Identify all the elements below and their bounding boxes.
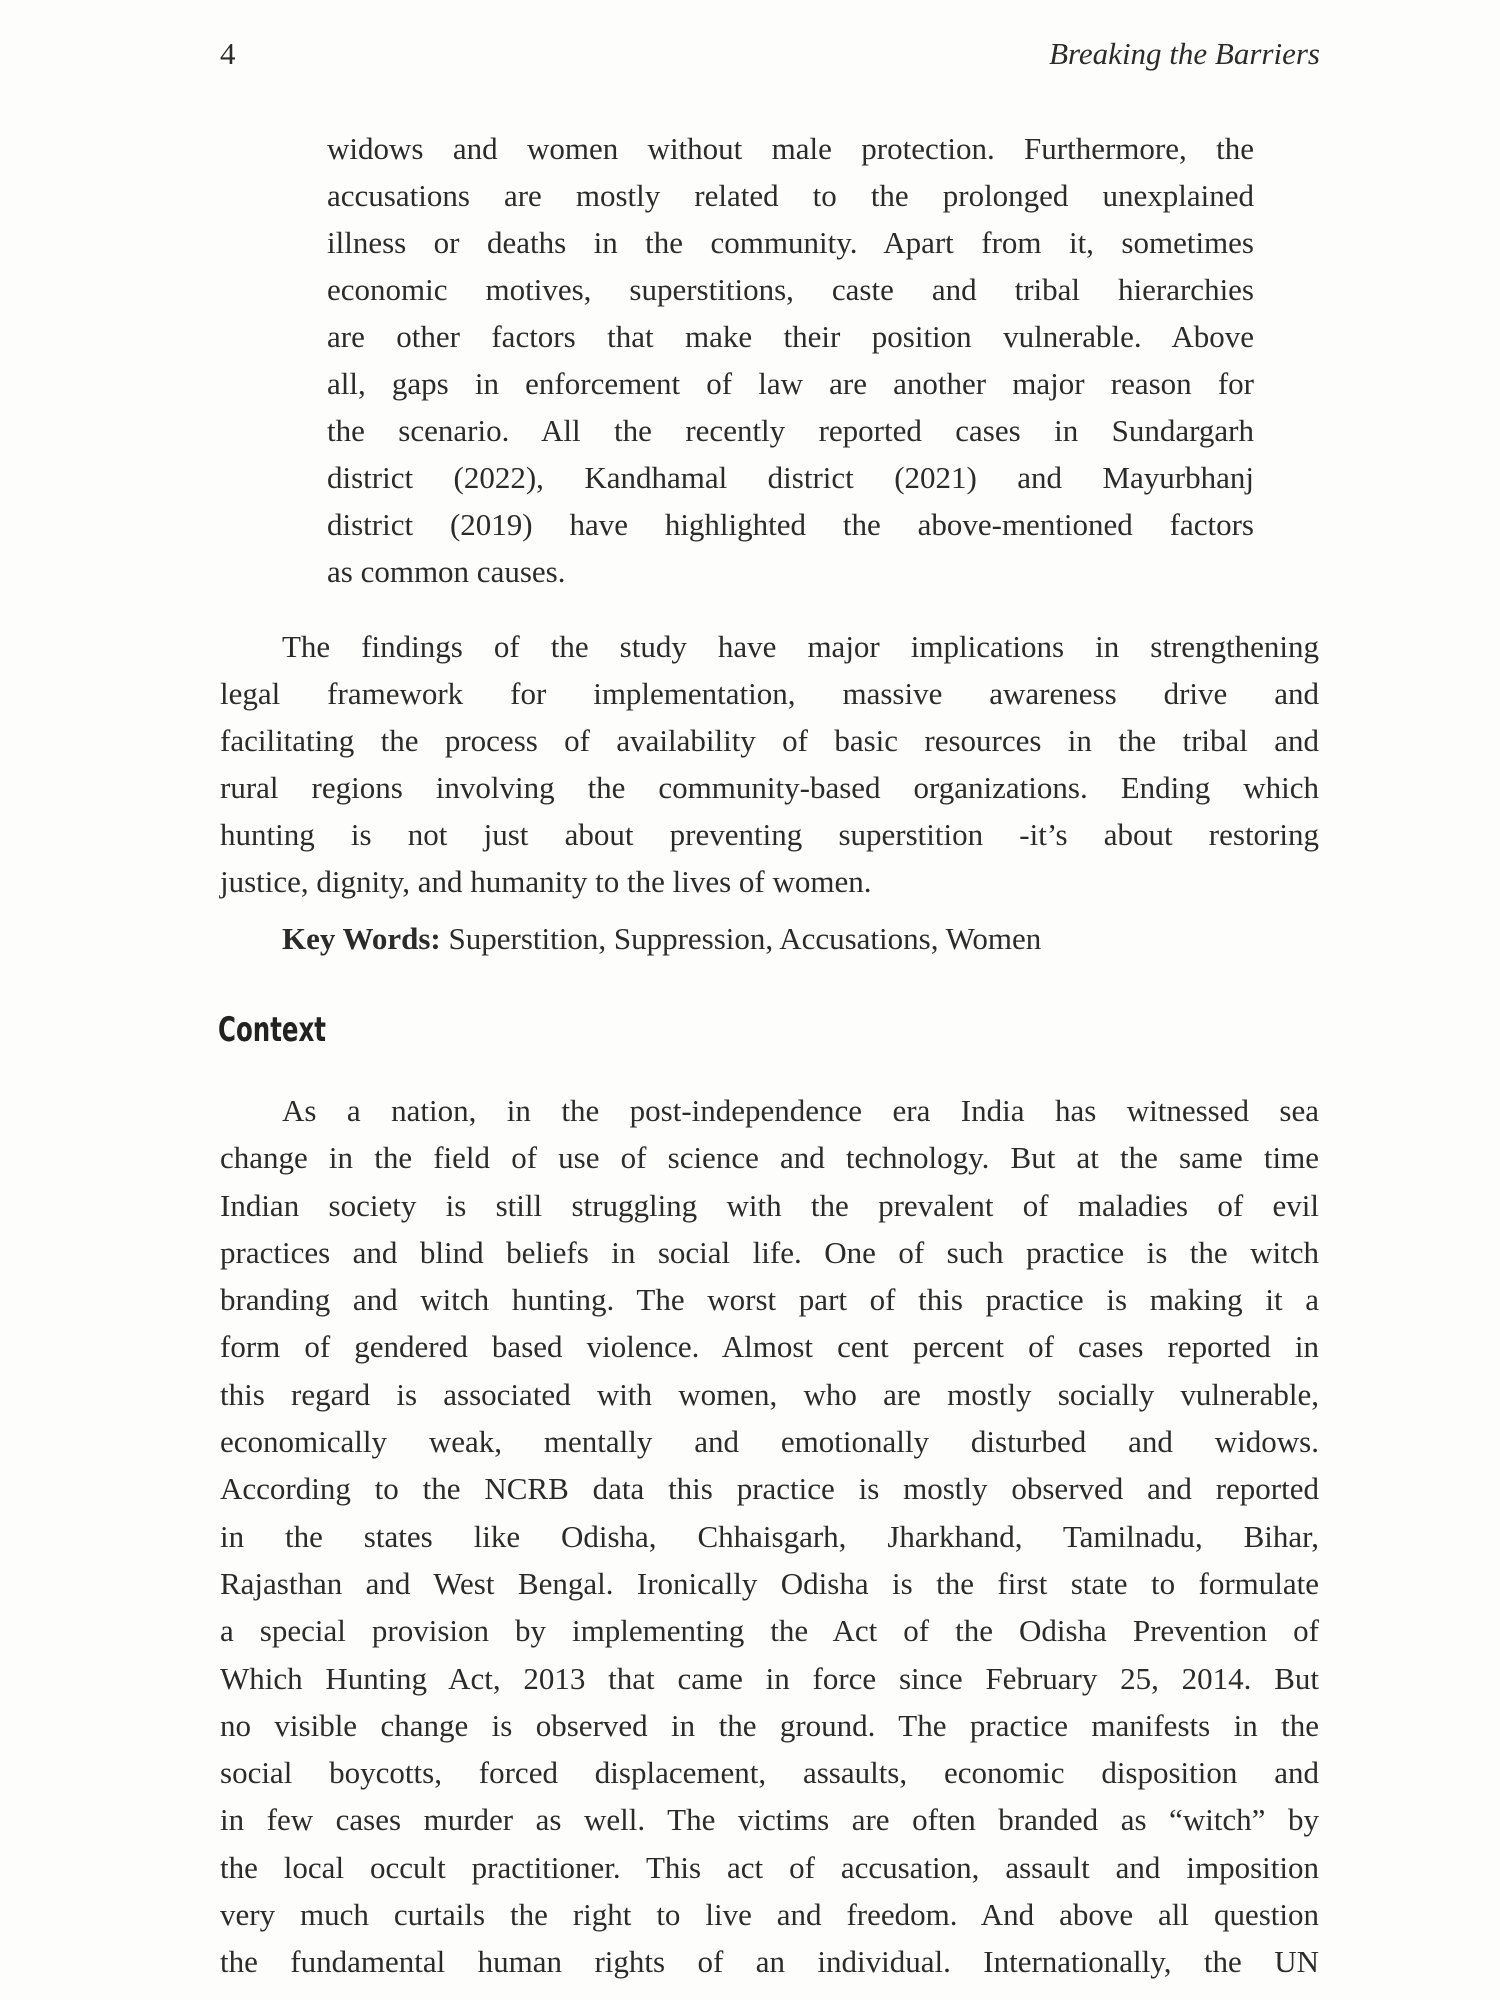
keywords-value: Superstition, Suppression, Accusations, Women [440,921,1042,956]
text-line: accusations are mostly related to the prolonged unexplained [327,178,1254,213]
text-line: The findings of the study have major implications in strengthening [282,629,1319,664]
text-line: As a nation, in the post-independence era India has witnessed sea [282,1093,1319,1128]
text-line: form of gendered based violence. Almost cent percent of cases reported in [220,1329,1319,1365]
findings-paragraph [220,623,1319,905]
text-line: district (2019) have highlighted the above-mentioned factors [327,507,1254,542]
text-line: facilitating the process of availability of basic resources in the tribal and [220,723,1319,758]
text-line: legal framework for implementation, massive awareness drive and [220,676,1319,711]
text-line: change in the field of use of science and technology. But at the same time [220,1140,1319,1176]
text-line: According to the NCRB data this practice is mostly observed and reported [220,1471,1319,1507]
text-line: district (2022), Kandhamal district (2021) and Mayurbhanj [327,460,1254,495]
text-line: the local occult practitioner. This act of accusation, assault and imposition [220,1849,1319,1885]
text-line: this regard is associated with women, who are mostly socially vulnerable, [220,1376,1319,1412]
text-line: rural regions involving the community-based organizations. Ending which [220,770,1319,805]
text-line: all, gaps in enforcement of law are another major reason for [327,366,1254,401]
text-line: Which Hunting Act, 2013 that came in force since February 25, 2014. But [220,1660,1319,1696]
text-line: economic motives, superstitions, caste and tribal hierarchies [327,272,1254,307]
text-line: illness or deaths in the community. Apart from it, sometimes [327,225,1254,260]
text-line: social boycotts, forced displacement, assaults, economic disposition and [220,1755,1319,1791]
keywords-label: Key Words: [282,921,441,956]
page-number: 4 [220,36,236,71]
text-line: the fundamental human rights of an individual. Internationally, the UN [220,1944,1319,1980]
text-line: in few cases murder as well. The victims are often branded as “witch” by [220,1802,1319,1838]
keywords-line [282,921,1041,957]
text-line: Indian society is still struggling with the prevalent of maladies of evil [220,1187,1319,1223]
section-heading-context: Context [218,1010,327,1050]
text-line: are other factors that make their position vulnerable. Above [327,319,1254,354]
text-line: a special provision by implementing the Act of the Odisha Prevention of [220,1613,1319,1649]
running-title: Breaking the Barriers [1049,36,1320,71]
text-line: in the states like Odisha, Chhaisgarh, Jharkhand, Tamilnadu, Bihar, [220,1518,1319,1554]
abstract-indented-block [327,125,1254,595]
context-paragraph [220,1087,1319,1986]
text-line: very much curtails the right to live and freedom. And above all question [220,1897,1319,1933]
text-line: economically weak, mentally and emotionally disturbed and widows. [220,1424,1319,1460]
text-line: no visible change is observed in the ground. The practice manifests in the [220,1707,1319,1743]
text-line: the scenario. All the recently reported cases in Sundargarh [327,413,1254,448]
text-line: branding and witch hunting. The worst part of this practice is making it a [220,1282,1319,1318]
text-line: practices and blind beliefs in social life. One of such practice is the witch [220,1234,1319,1270]
text-line: as common causes. [327,554,566,589]
text-line: hunting is not just about preventing superstition -it’s about restoring [220,817,1319,852]
text-line: widows and women without male protection. Furthermore, the [327,131,1254,166]
text-line: Rajasthan and West Bengal. Ironically Odisha is the first state to formulate [220,1565,1319,1601]
text-line: justice, dignity, and humanity to the lives of women. [220,864,872,899]
